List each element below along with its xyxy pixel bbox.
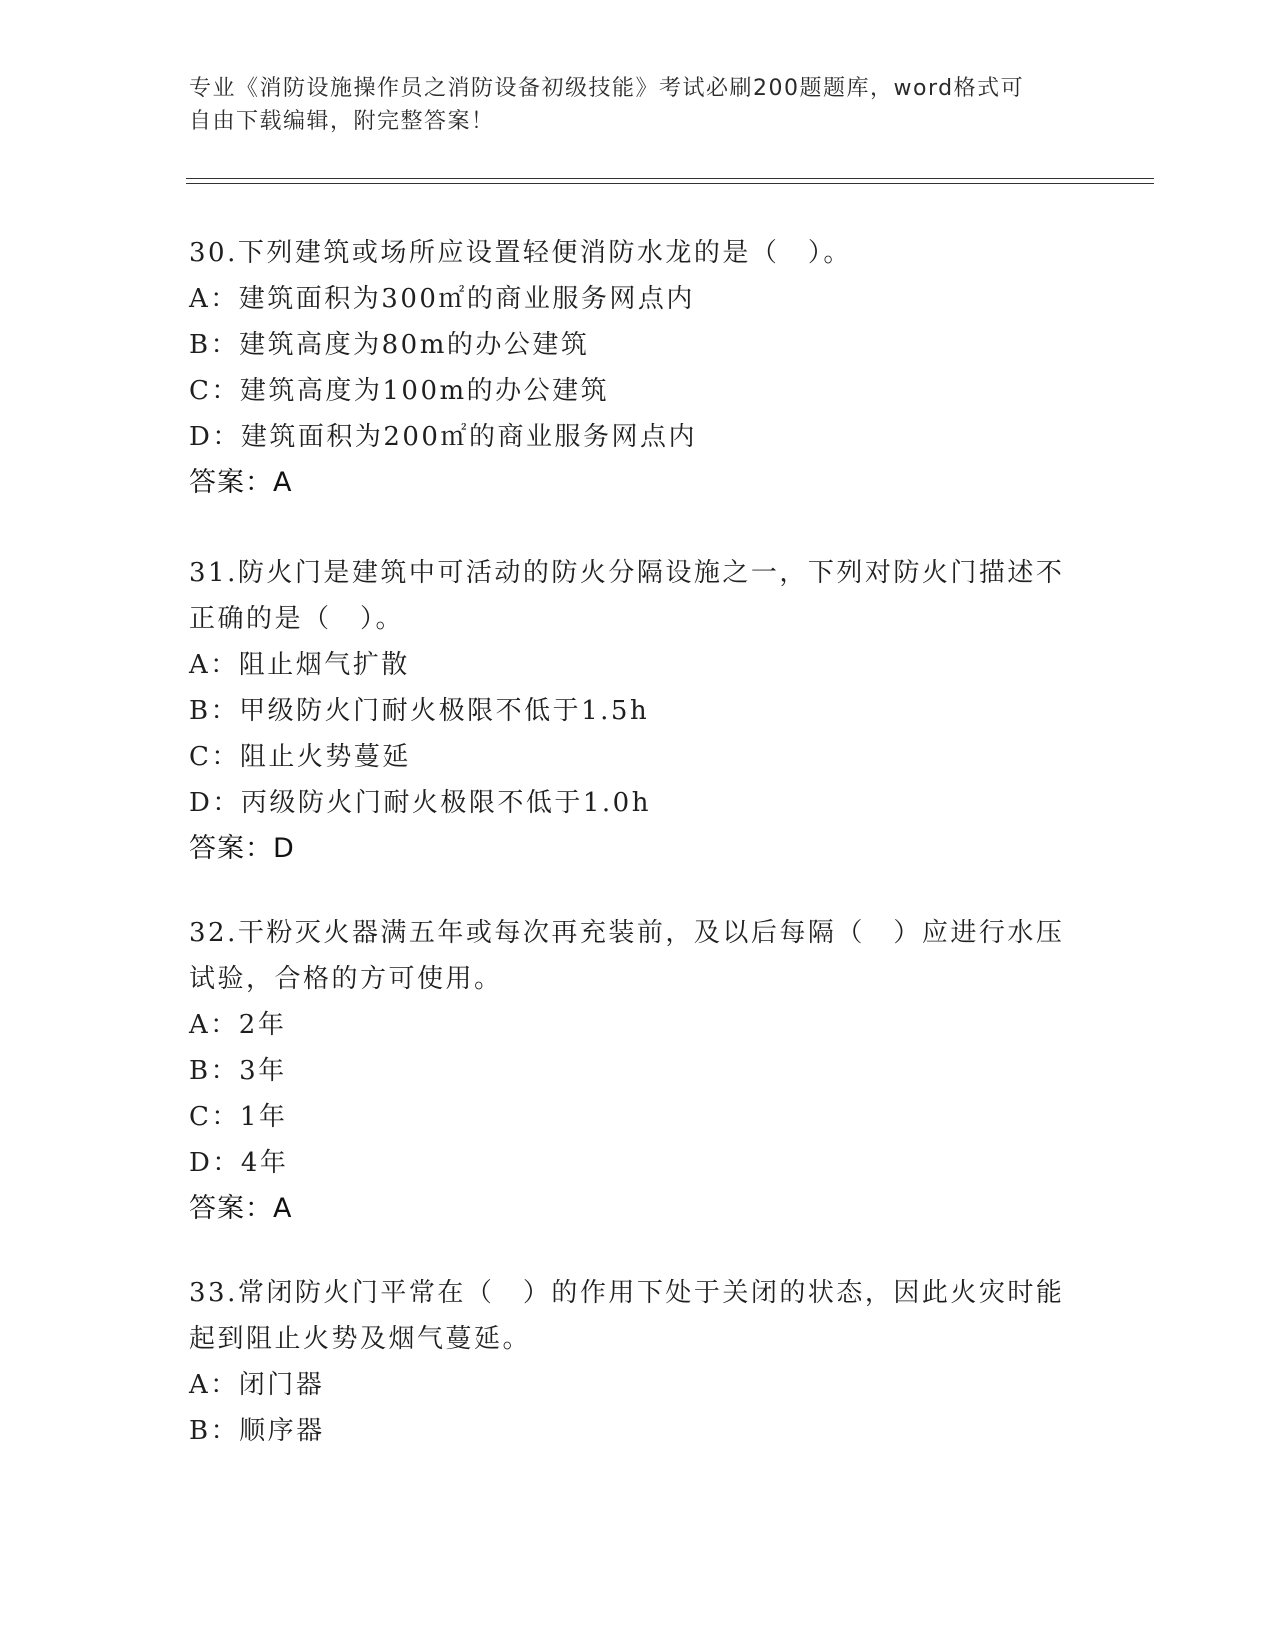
question-31 [189, 550, 1089, 872]
option-c: C：建筑高度为100m的办公建筑 [189, 376, 610, 406]
header-line-2: 自由下载编辑，附完整答案！ [189, 109, 495, 134]
question-stem: 33.常闭防火门平常在（ ）的作用下处于关闭的状态，因此火灾时能 [189, 1278, 1065, 1308]
option-d: D：建筑面积为200㎡的商业服务网点内 [189, 422, 697, 452]
option-b: B：建筑高度为80m的办公建筑 [189, 330, 590, 360]
option-c: C：阻止火势蔓延 [189, 742, 411, 772]
option-b: B：顺序器 [189, 1416, 325, 1446]
header-line-1: 专业《消防设施操作员之消防设备初级技能》考试必刷200题题库，word格式可 [189, 76, 1025, 101]
question-stem: 31.防火门是建筑中可活动的防火分隔设施之一，下列对防火门描述不 [189, 558, 1065, 588]
question-32 [189, 910, 1089, 1232]
option-b: B：甲级防火门耐火极限不低于1.5h [189, 696, 650, 726]
option-a: A：阻止烟气扩散 [189, 650, 410, 680]
header-divider-bottom [186, 183, 1154, 184]
answer-label: 答案：A [189, 467, 293, 498]
question-stem-continued: 正确的是（ ）。 [189, 604, 405, 634]
option-d: D：4年 [189, 1148, 289, 1178]
option-d: D：丙级防火门耐火极限不低于1.0h [189, 788, 651, 818]
option-a: A：建筑面积为300㎡的商业服务网点内 [189, 284, 695, 314]
question-30 [189, 230, 1089, 506]
question-stem-continued: 起到阻止火势及烟气蔓延。 [189, 1324, 532, 1354]
option-a: A：闭门器 [189, 1370, 325, 1400]
option-b: B：3年 [189, 1056, 287, 1086]
option-c: C：1年 [189, 1102, 288, 1132]
question-stem: 32.干粉灭火器满五年或每次再充装前，及以后每隔（ ）应进行水压 [189, 918, 1065, 948]
option-a: A：2年 [189, 1010, 287, 1040]
answer-label: 答案：A [189, 1193, 293, 1224]
document-header [189, 72, 1069, 138]
question-33 [189, 1270, 1089, 1454]
header-divider-top [186, 178, 1154, 179]
question-stem: 30.下列建筑或场所应设置轻便消防水龙的是（ ）。 [189, 238, 852, 268]
question-stem-continued: 试验，合格的方可使用。 [189, 964, 503, 994]
answer-label: 答案：D [189, 833, 295, 864]
